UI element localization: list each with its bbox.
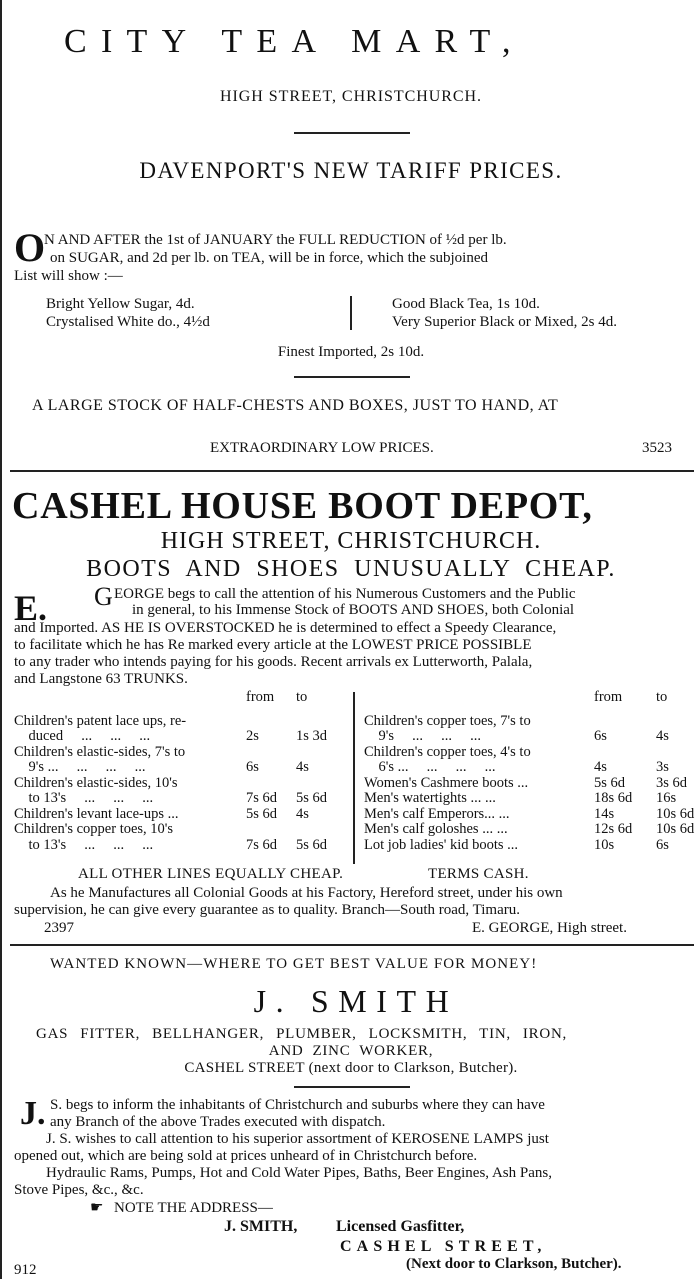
ad3-para-line6: Stove Pipes, &c., &c. xyxy=(14,1182,144,1198)
price-to: 5s 6d xyxy=(296,836,328,853)
price-to xyxy=(296,776,346,792)
price-to: 10s 6d xyxy=(656,821,695,837)
table-row xyxy=(14,838,346,854)
divider xyxy=(294,1086,410,1088)
ad1-column-divider xyxy=(350,296,352,330)
item-name: to 13's ... ... ... xyxy=(14,836,154,853)
col-from-header: from xyxy=(594,689,623,705)
item-name: 9's ... ... ... xyxy=(364,728,482,744)
pointing-hand-icon: ☛ xyxy=(90,1198,104,1216)
table-row xyxy=(14,760,346,776)
ad3-para-line3: J. S. wishes to call attention to his superior assortment of KEROSENE LAMPS just xyxy=(46,1131,549,1147)
ad2-terms: TERMS CASH. xyxy=(428,866,529,882)
ad2-para-line4: to facilitate which he has Re marked every article at the LOWEST PRICE POSSIBLE xyxy=(14,637,532,653)
table-row xyxy=(14,729,346,745)
ad3-dropcap: J. xyxy=(20,1095,46,1132)
ad2-address: HIGH STREET, CHRISTCHURCH. xyxy=(160,528,542,554)
item-name: to 13's ... ... ... xyxy=(14,790,154,806)
col-to-header: to xyxy=(656,689,668,705)
ad1-dropcap: O xyxy=(14,225,46,270)
ad2-para-line2: in general, to his Immense Stock of BOOTS AND SHOES, both Colonial xyxy=(132,602,575,618)
table-row xyxy=(14,822,346,838)
item-name: duced ... ... ... xyxy=(14,728,151,744)
price-to: 4s xyxy=(296,759,309,775)
ad1-stock-line: A LARGE STOCK OF HALF-CHESTS AND BOXES, JUST TO HAND, AT xyxy=(32,397,559,414)
item-name: Children's copper toes, 10's xyxy=(14,821,174,837)
item-name: Children's patent lace ups, re- xyxy=(14,712,187,729)
price-from: 7s 6d xyxy=(246,790,278,806)
price-from: 10s xyxy=(594,836,615,853)
price-from: 12s 6d xyxy=(594,821,633,837)
price-from: 6s xyxy=(594,728,607,744)
price-to xyxy=(656,714,694,730)
ad2-title: CASHEL HOUSE BOOT DEPOT, xyxy=(12,485,593,527)
price-header-row xyxy=(14,690,346,706)
item-name: Children's elastic-sides, 10's xyxy=(14,774,178,791)
ad1-finest: Finest Imported, 2s 10d. xyxy=(277,344,425,360)
ad3-sig-next: (Next door to Clarkson, Butcher). xyxy=(406,1256,622,1272)
item-name: 9's ... ... ... ... xyxy=(14,759,146,775)
price-from xyxy=(246,714,296,730)
ad1-item-left-1: Bright Yellow Sugar, 4d. xyxy=(46,296,195,312)
price-to xyxy=(296,714,346,730)
price-from xyxy=(246,822,296,838)
ad1-low-prices: EXTRAORDINARY LOW PRICES. xyxy=(210,440,434,456)
ad2-dropcap-g: G xyxy=(94,582,113,611)
table-row xyxy=(14,776,346,792)
ad1-item-right-2: Very Superior Black or Mixed, 2s 4d. xyxy=(392,314,617,330)
ad2-all-other-lines: ALL OTHER LINES EQUALLY CHEAP. xyxy=(78,866,344,882)
ad1-address: HIGH STREET, CHRISTCHURCH. xyxy=(219,88,482,105)
price-to: 1s 3d xyxy=(296,728,328,744)
table-row xyxy=(364,714,694,730)
table-row xyxy=(14,791,346,807)
ad1-tariff-heading: DAVENPORT'S NEW TARIFF PRICES. xyxy=(139,158,563,183)
price-to: 4s xyxy=(656,728,669,744)
ad3-para-line2: any Branch of the above Trades executed with dispatch. xyxy=(50,1114,386,1130)
price-table-divider xyxy=(353,692,355,864)
ad2-dropcap-e: E. xyxy=(14,588,48,628)
price-to: 3s 6d xyxy=(656,774,688,791)
table-row xyxy=(14,745,346,761)
item-name: Lot job ladies' kid boots ... xyxy=(364,836,519,853)
price-to xyxy=(296,822,346,838)
price-table-left xyxy=(14,690,346,853)
item-name: Children's levant lace-ups ... xyxy=(14,805,179,822)
ad3-sig-street: CASHEL STREET, xyxy=(340,1238,547,1255)
divider xyxy=(294,376,410,378)
col-from-header: from xyxy=(246,689,275,705)
ad2-para-line1: EORGE begs to call the attention of his Numerous Customers and the Public xyxy=(114,586,576,602)
price-from: 14s xyxy=(594,805,615,822)
ad1-item-left-2: Crystalised White do., 4½d xyxy=(46,314,210,330)
table-row xyxy=(14,807,346,823)
ad3-trades-line2: AND ZINC WORKER, xyxy=(268,1043,434,1059)
item-name: Children's copper toes, 4's to xyxy=(364,743,531,760)
price-to: 5s 6d xyxy=(296,790,328,806)
ad3-ref-number: 912 xyxy=(14,1262,37,1278)
price-to: 16s xyxy=(656,790,677,806)
table-row xyxy=(364,807,694,823)
price-to: 10s 6d xyxy=(656,805,695,822)
item-name: Children's elastic-sides, 7's to xyxy=(14,743,186,760)
price-from: 5s 6d xyxy=(246,805,278,822)
ad3-para-line4: opened out, which are being sold at prices unheard of in Christchurch before. xyxy=(14,1148,478,1164)
ad3-address: CASHEL STREET (next door to Clarkson, Butcher). xyxy=(184,1060,518,1076)
price-from xyxy=(594,745,656,761)
ad-separator xyxy=(10,470,694,472)
ad3-trades-line1: GAS FITTER, BELLHANGER, PLUMBER, LOCKSMITH, TIN, IRON, xyxy=(36,1026,568,1042)
ad2-manu-line2: supervision, he can give every guarantee as to quality. Branch—South road, Timaru. xyxy=(14,902,520,918)
ad1-ref-number: 3523 xyxy=(642,440,672,456)
price-from: 5s 6d xyxy=(594,774,626,791)
price-from xyxy=(594,714,656,730)
ad2-subtitle: BOOTS AND SHOES UNUSUALLY CHEAP. xyxy=(86,556,616,582)
price-from: 6s xyxy=(246,759,259,775)
table-row xyxy=(14,714,346,730)
ad3-sig-name: J. SMITH, xyxy=(224,1218,298,1235)
ad2-para-line5: to any trader who intends paying for his goods. Recent arrivals ex Lutterworth, Palala, xyxy=(14,654,533,670)
price-to: 3s xyxy=(656,759,669,775)
table-row xyxy=(364,791,694,807)
ad2-para-line3: and Imported. AS HE IS OVERSTOCKED he is determined to effect a Speedy Clearance, xyxy=(14,620,557,636)
table-row xyxy=(364,729,694,745)
table-row xyxy=(364,745,694,761)
ad-separator xyxy=(10,944,694,946)
item-name: Children's copper toes, 7's to xyxy=(364,712,531,729)
ad3-para-line5: Hydraulic Rams, Pumps, Hot and Cold Water Pipes, Baths, Beer Engines, Ash Pans, xyxy=(46,1165,552,1181)
ad3-wanted: WANTED KNOWN—WHERE TO GET BEST VALUE FOR MONEY! xyxy=(50,956,538,972)
ad3-para-line1: S. begs to inform the inhabitants of Christchurch and suburbs where they can have xyxy=(50,1097,545,1113)
ad1-item-right-1: Good Black Tea, 1s 10d. xyxy=(392,296,540,312)
price-to: 6s xyxy=(656,836,669,853)
table-row xyxy=(364,838,694,854)
col-to-header: to xyxy=(296,689,308,705)
divider xyxy=(294,132,410,134)
table-row xyxy=(364,776,694,792)
ad3-note: NOTE THE ADDRESS— xyxy=(114,1200,273,1216)
ad3-sig-title: Licensed Gasfitter, xyxy=(336,1218,465,1235)
ad1-title: CITY TEA MART, xyxy=(64,23,525,60)
item-name: 6's ... ... ... ... xyxy=(364,759,496,775)
item-name: Women's Cashmere boots ... xyxy=(364,774,529,791)
ad2-para-line6: and Langstone 63 TRUNKS. xyxy=(14,671,188,687)
item-name: Men's calf Emperors... ... xyxy=(364,805,510,822)
price-from: 4s xyxy=(594,759,607,775)
ad3-title: J. SMITH xyxy=(253,983,459,1019)
ad2-ref-number: 2397 xyxy=(44,920,74,936)
price-to xyxy=(656,745,694,761)
price-header-row xyxy=(364,690,694,706)
price-from xyxy=(246,745,296,761)
ad1-intro-line3: List will show :— xyxy=(14,268,123,284)
item-name: Men's calf goloshes ... ... xyxy=(364,821,508,837)
price-table-right xyxy=(364,690,694,853)
price-from: 2s xyxy=(246,728,259,744)
item-name: Men's watertights ... ... xyxy=(364,790,496,806)
price-from xyxy=(246,776,296,792)
price-to xyxy=(296,745,346,761)
table-row xyxy=(364,760,694,776)
price-to: 4s xyxy=(296,805,309,822)
price-from: 7s 6d xyxy=(246,836,278,853)
ad2-manu-line1: As he Manufactures all Colonial Goods at his Factory, Hereford street, under his own xyxy=(50,885,563,901)
price-from: 18s 6d xyxy=(594,790,633,806)
table-row xyxy=(364,822,694,838)
ad1-intro-line1: N AND AFTER the 1st of JANUARY the FULL REDUCTION of ½d per lb. xyxy=(44,232,507,248)
ad1-intro-line2: on SUGAR, and 2d per lb. on TEA, will be in force, which the subjoined xyxy=(50,250,488,266)
ad2-signature: E. GEORGE, High street. xyxy=(472,920,627,936)
